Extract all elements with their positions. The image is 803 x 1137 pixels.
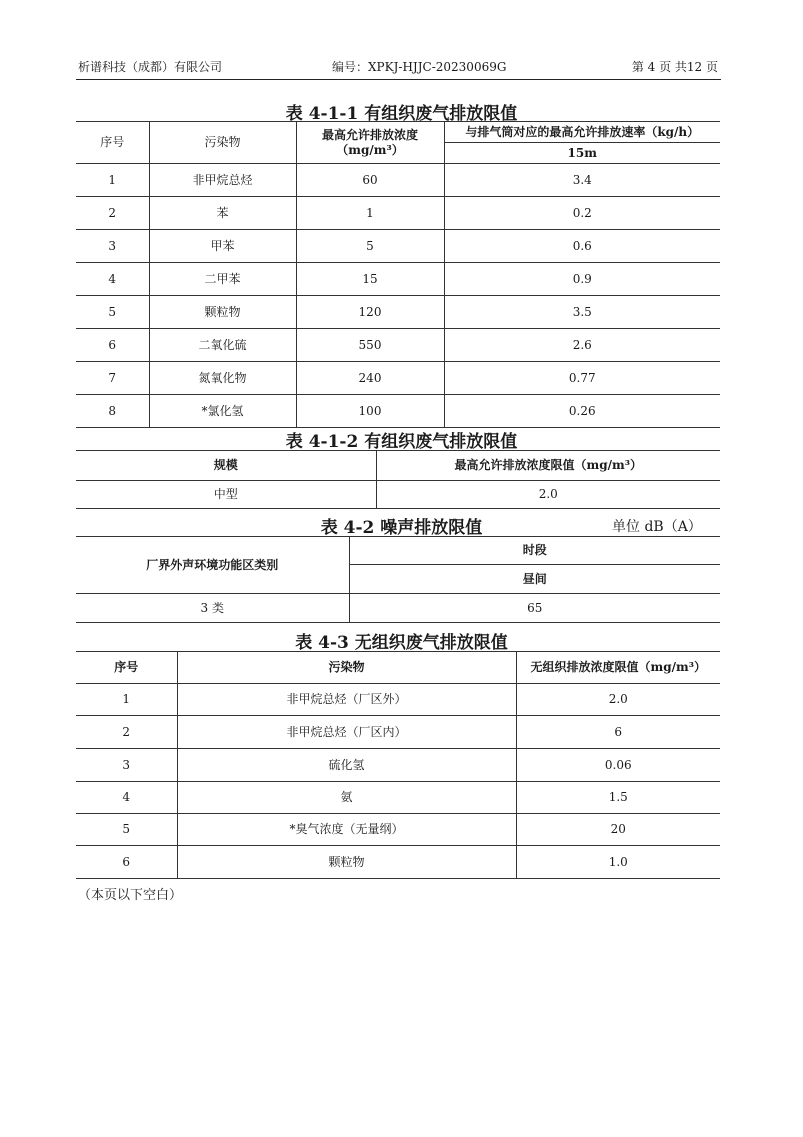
company-name: 析谱科技（成都）有限公司 (78, 60, 223, 74)
table2-header-scale: 规模 (76, 451, 376, 481)
table1-cell-pollutant: 颗粒物 (149, 296, 296, 329)
table1-cell-pollutant: 二甲苯 (149, 263, 296, 296)
table-row (76, 846, 720, 879)
table1-cell-rate: 3.4 (444, 164, 720, 197)
table1-cell-no: 4 (76, 263, 149, 296)
table1-cell-conc: 1 (296, 197, 444, 230)
table-row (76, 716, 720, 749)
table1-cell-rate: 0.2 (444, 197, 720, 230)
table1-cell-pollutant: *氯化氢 (149, 395, 296, 428)
table4-header-pollutant: 污染物 (177, 652, 516, 684)
table1-header-conc (296, 122, 444, 164)
table2-cell-limit: 2.0 (376, 481, 720, 509)
header-divider (76, 79, 721, 80)
table4-cell-limit: 0.06 (516, 749, 720, 782)
table2-header-limit: 最高允许排放浓度限值（mg/m³） (376, 451, 720, 481)
table3-header-period: 时段 (349, 537, 720, 565)
table4-cell-limit: 1.5 (516, 782, 720, 814)
table3-header-category: 厂界外声环境功能区类别 (76, 537, 349, 594)
table3-unit: 单位 dB（A） (612, 519, 702, 535)
table4-cell-pollutant: 非甲烷总烃（厂区外） (177, 684, 516, 716)
table1-cell-conc: 240 (296, 362, 444, 395)
table1-header-conc-line1: 最高允许排放浓度 (321, 128, 418, 143)
table4-cell-limit: 20 (516, 814, 720, 846)
table1-title: 表 4-1-1 有组织废气排放限值 (285, 104, 518, 124)
table1-cell-rate: 2.6 (444, 329, 720, 362)
table1-cell-rate: 0.6 (444, 230, 720, 263)
table4-cell-pollutant: 非甲烷总烃（厂区内） (177, 716, 516, 749)
table3-title: 表 4-2 噪声排放限值 (320, 518, 483, 538)
table1-cell-pollutant: 非甲烷总烃 (149, 164, 296, 197)
table3 (76, 536, 720, 623)
table1-cell-rate: 0.26 (444, 395, 720, 428)
table2-title: 表 4-1-2 有组织废气排放限值 (285, 432, 518, 452)
table1-cell-rate: 3.5 (444, 296, 720, 329)
table1-cell-conc: 120 (296, 296, 444, 329)
table4-cell-limit: 2.0 (516, 684, 720, 716)
table4-cell-limit: 1.0 (516, 846, 720, 879)
page-number: 第 4 页 共12 页 (631, 60, 718, 74)
table1-cell-no: 8 (76, 395, 149, 428)
table1-cell-pollutant: 苯 (149, 197, 296, 230)
table1-cell-conc: 100 (296, 395, 444, 428)
table4-title: 表 4-3 无组织废气排放限值 (295, 633, 508, 653)
report-number: 编号：XPKJ-HJJC-20230069G (332, 60, 507, 74)
table1-header-rate: 与排气筒对应的最高允许排放速率（kg/h） (444, 122, 720, 143)
table4-cell-limit: 6 (516, 716, 720, 749)
table-row (76, 329, 720, 362)
table1-cell-no: 7 (76, 362, 149, 395)
table4-cell-no: 4 (76, 782, 177, 814)
table1-header-height: 15m (444, 143, 720, 164)
table-row (76, 362, 720, 395)
table2-cell-scale: 中型 (76, 481, 376, 509)
table-row (76, 481, 720, 509)
blank-page-note: （本页以下空白） (78, 888, 183, 903)
table3-cell-day: 65 (349, 594, 720, 623)
table1-cell-conc: 60 (296, 164, 444, 197)
table1-cell-conc: 5 (296, 230, 444, 263)
table1-cell-pollutant: 氮氧化物 (149, 362, 296, 395)
table4-cell-no: 1 (76, 684, 177, 716)
table4-cell-pollutant: 氨 (177, 782, 516, 814)
table-row (76, 263, 720, 296)
table1 (76, 121, 720, 428)
table-row (76, 296, 720, 329)
table-row (76, 814, 720, 846)
table1-cell-no: 3 (76, 230, 149, 263)
table-row (76, 684, 720, 716)
table1-header-conc-line2: （mg/m³） (336, 142, 404, 157)
table1-header-no: 序号 (76, 122, 149, 164)
table1-cell-rate: 0.9 (444, 263, 720, 296)
table1-header-pollutant: 污染物 (149, 122, 296, 164)
table1-cell-pollutant: 甲苯 (149, 230, 296, 263)
table-row (76, 395, 720, 428)
table4-cell-pollutant: 颗粒物 (177, 846, 516, 879)
table-row (76, 197, 720, 230)
table-row (76, 782, 720, 814)
table1-cell-rate: 0.77 (444, 362, 720, 395)
table4-cell-no: 6 (76, 846, 177, 879)
table3-cell-category: 3 类 (76, 594, 349, 623)
table-row (76, 164, 720, 197)
table4-cell-no: 2 (76, 716, 177, 749)
table1-cell-no: 5 (76, 296, 149, 329)
table1-cell-no: 2 (76, 197, 149, 230)
table1-cell-conc: 15 (296, 263, 444, 296)
table-row (76, 749, 720, 782)
table3-header-day: 昼间 (349, 565, 720, 594)
table1-cell-no: 6 (76, 329, 149, 362)
table-row (76, 230, 720, 263)
table4-header-no: 序号 (76, 652, 177, 684)
table1-cell-no: 1 (76, 164, 149, 197)
table4-cell-no: 5 (76, 814, 177, 846)
page-header (76, 56, 720, 78)
table1-cell-pollutant: 二氧化硫 (149, 329, 296, 362)
table4-cell-no: 3 (76, 749, 177, 782)
table4-cell-pollutant: 硫化氢 (177, 749, 516, 782)
table4-header-limit: 无组织排放浓度限值（mg/m³） (516, 652, 720, 684)
table4-cell-pollutant: *臭气浓度（无量纲） (177, 814, 516, 846)
table4 (76, 651, 720, 879)
table2 (76, 450, 720, 509)
table1-cell-conc: 550 (296, 329, 444, 362)
table-row (76, 594, 720, 623)
